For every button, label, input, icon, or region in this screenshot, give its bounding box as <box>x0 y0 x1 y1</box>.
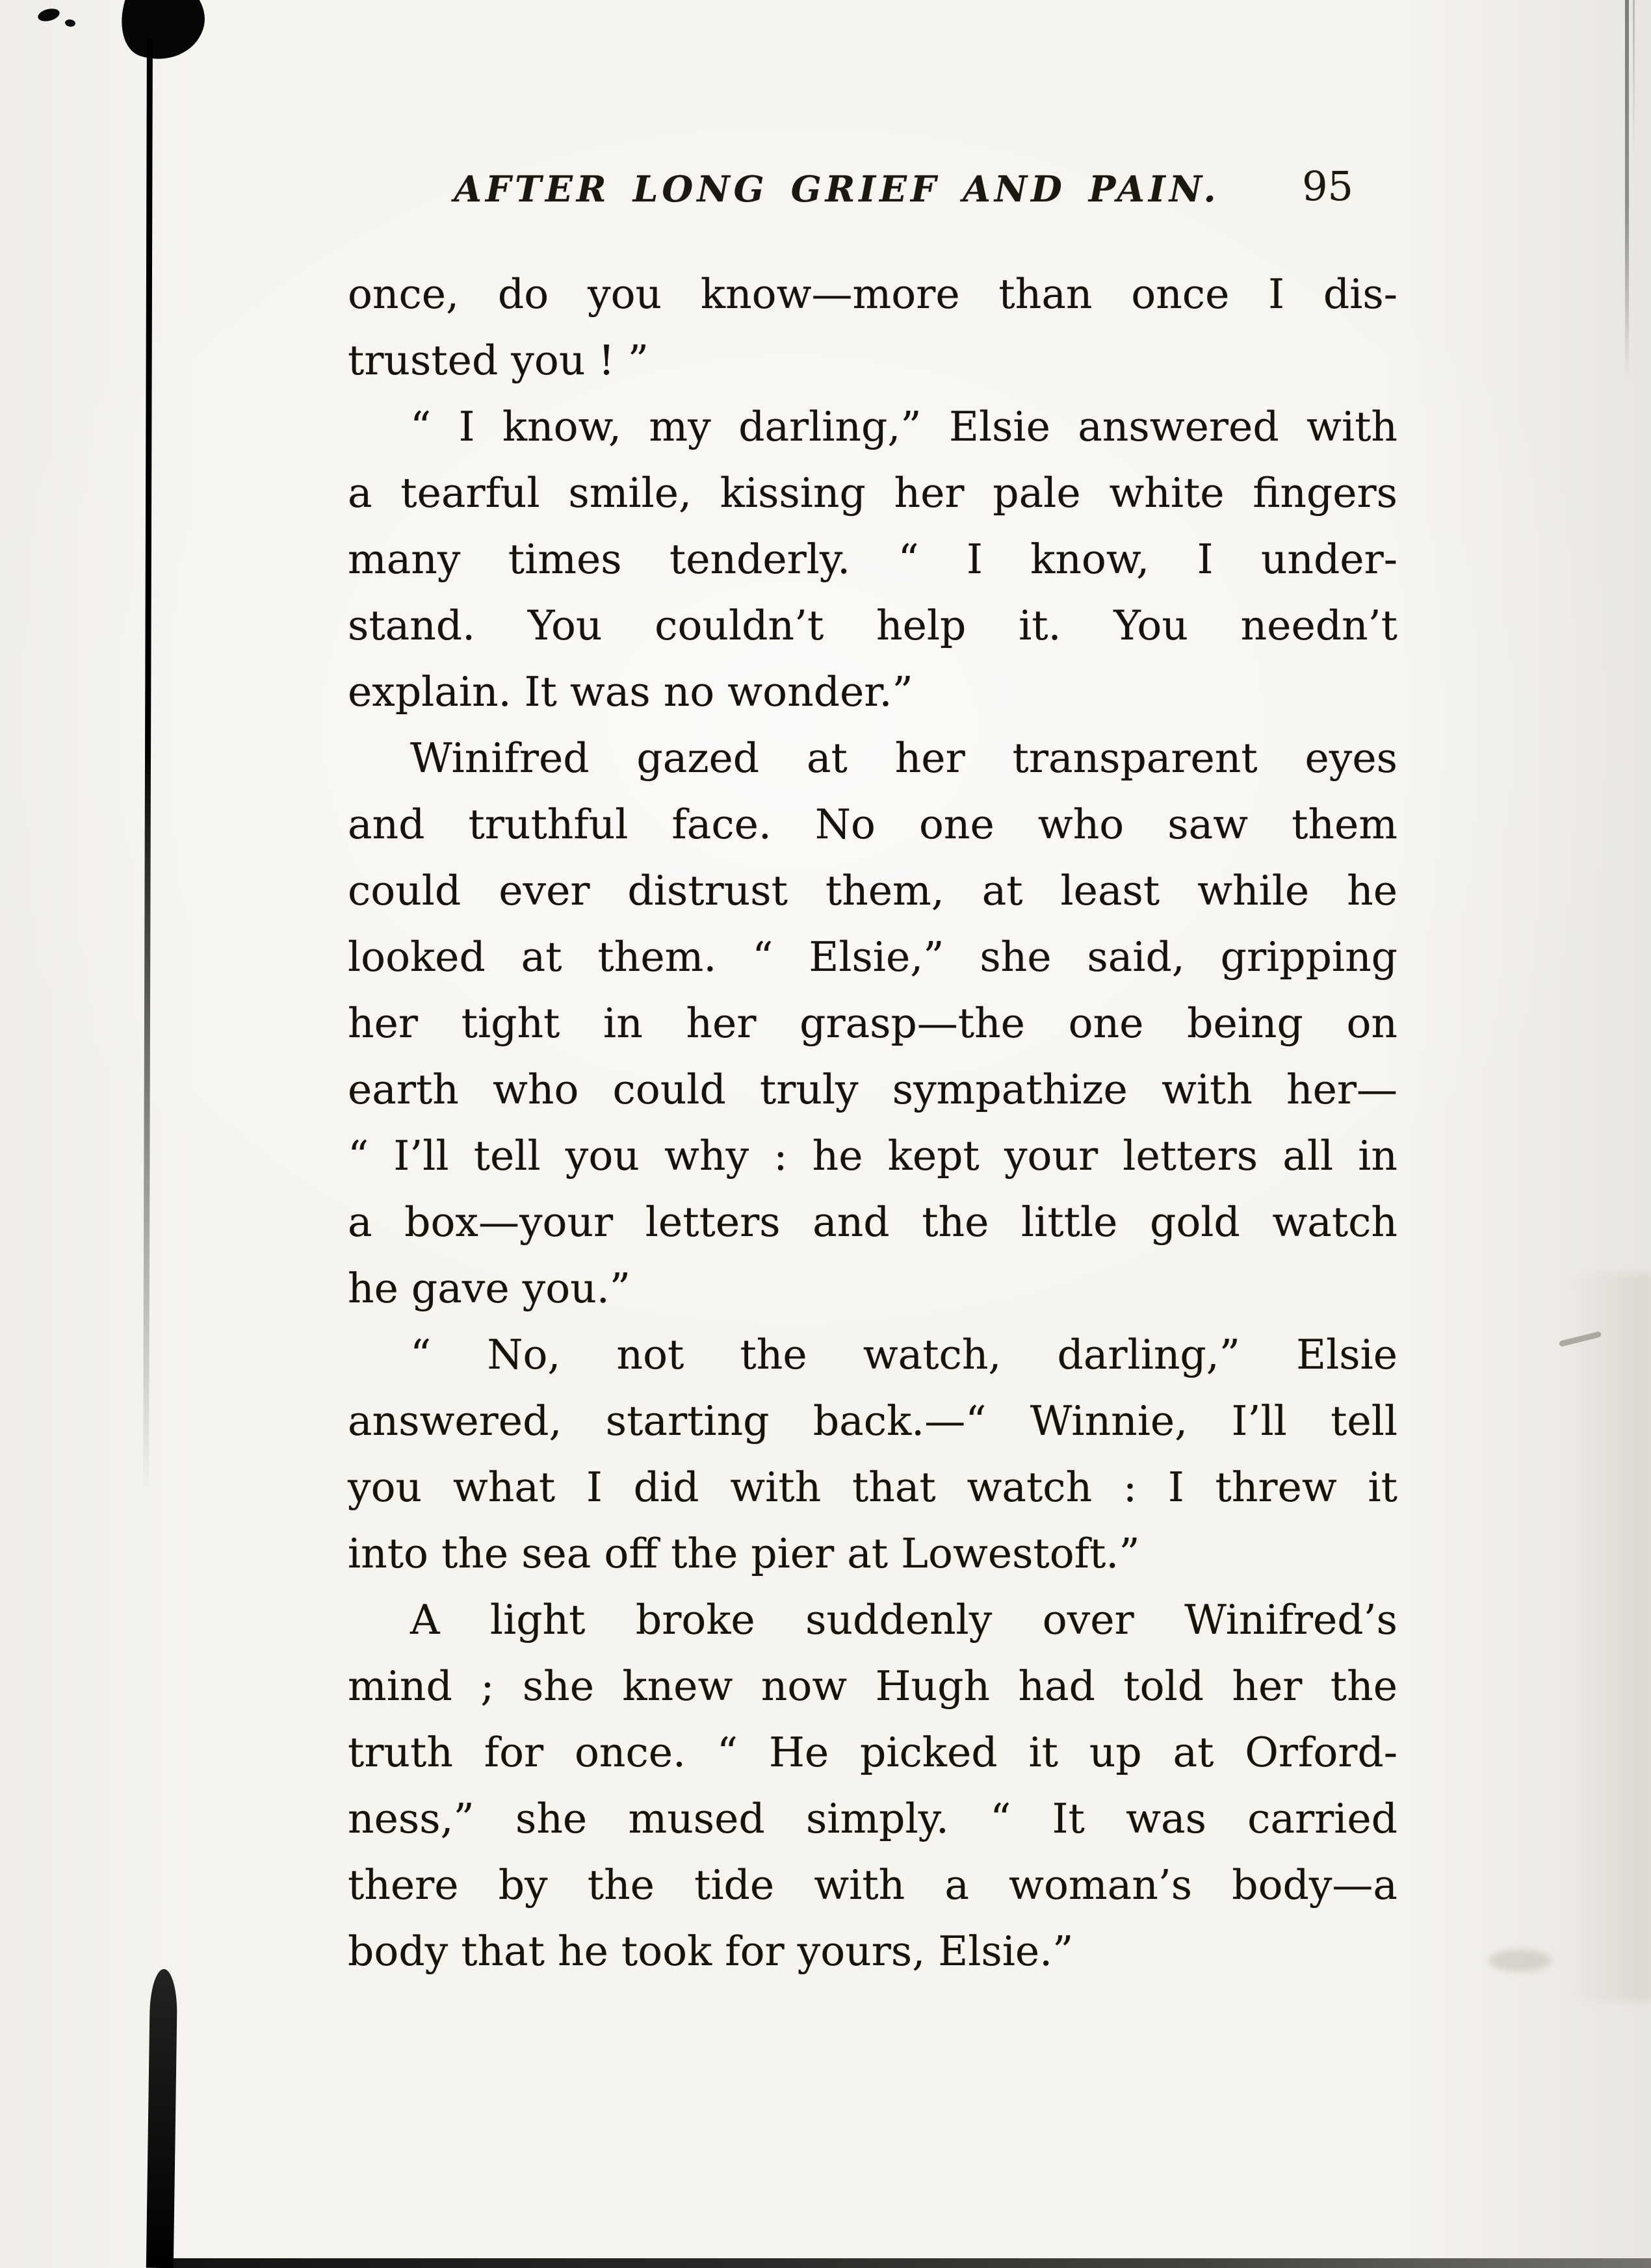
text-line: he gave you.” <box>348 1265 631 1312</box>
page-bottom-edge-shadow <box>160 2258 1651 2268</box>
scan-corner-ink-blot <box>110 0 214 72</box>
text-line: a box—your letters and the little gold watch <box>348 1198 1398 1246</box>
binding-shadow-band <box>146 1969 177 2268</box>
running-header <box>348 162 1398 226</box>
text-line: and truthful face. No one who saw them <box>348 801 1398 848</box>
text-line: answered, starting back.—“ Winnie, I’ll tell <box>348 1397 1398 1445</box>
paragraph <box>348 394 1398 725</box>
scan-speck <box>36 6 60 23</box>
text-line: mind ; she knew now Hugh had told her the <box>348 1662 1398 1710</box>
text-line: body that he took for yours, Elsie.” <box>348 1927 1074 1975</box>
text-line: earth who could truly sympathize with her— <box>348 1066 1398 1113</box>
text-line: once, do you know—more than once I dis- <box>348 270 1398 318</box>
running-title: AFTER LONG GRIEF AND PAIN. <box>454 168 1220 210</box>
text-line: stand. You couldn’t help it. You needn’t <box>348 602 1398 649</box>
text-line: “ I know, my darling,” Elsie answered with <box>410 403 1398 450</box>
text-line: a tearful smile, kissing her pale white fingers <box>348 469 1398 517</box>
scan-smudge <box>1568 1274 1651 2002</box>
text-line: could ever distrust them, at least while he <box>348 867 1398 914</box>
page-right-edge-line <box>1625 0 1629 377</box>
text-line: into the sea off the pier at Lowestoft.” <box>348 1530 1140 1577</box>
page-number: 95 <box>1302 162 1353 210</box>
text-line: “ I’ll tell you why : he kept your letters all in <box>348 1132 1398 1179</box>
pencil-mark <box>1559 1331 1602 1347</box>
text-line: her tight in her grasp—the one being on <box>348 999 1398 1047</box>
text-line: there by the tide with a woman’s body—a <box>348 1861 1398 1909</box>
text-line: “ No, not the watch, darling,” Elsie <box>410 1331 1398 1378</box>
text-line: explain. It was no wonder.” <box>348 668 913 715</box>
text-line: truth for once. “ He picked it up at Orford- <box>348 1729 1398 1776</box>
paragraph <box>348 1587 1398 1985</box>
text-line: trusted you ! ” <box>348 337 649 384</box>
text-line: looked at them. “ Elsie,” she said, gripping <box>348 933 1398 981</box>
page-right-edge-line <box>1633 0 1635 156</box>
text-line: many times tenderly. “ I know, I under- <box>348 535 1398 583</box>
text-line: A light broke suddenly over Winifred’s <box>410 1596 1398 1643</box>
text-line: you what I did with that watch : I threw it <box>348 1463 1398 1511</box>
scan-smudge <box>1488 1950 1551 1972</box>
paragraph <box>348 261 1398 394</box>
text-line: Winifred gazed at her transparent eyes <box>410 734 1398 782</box>
text-block <box>348 261 1398 1985</box>
paragraph <box>348 725 1398 1322</box>
text-line: ness,” she mused simply. “ It was carried <box>348 1795 1398 1842</box>
paragraph <box>348 1322 1398 1587</box>
binding-crease-line <box>143 39 153 1495</box>
scan-speck <box>64 19 75 27</box>
